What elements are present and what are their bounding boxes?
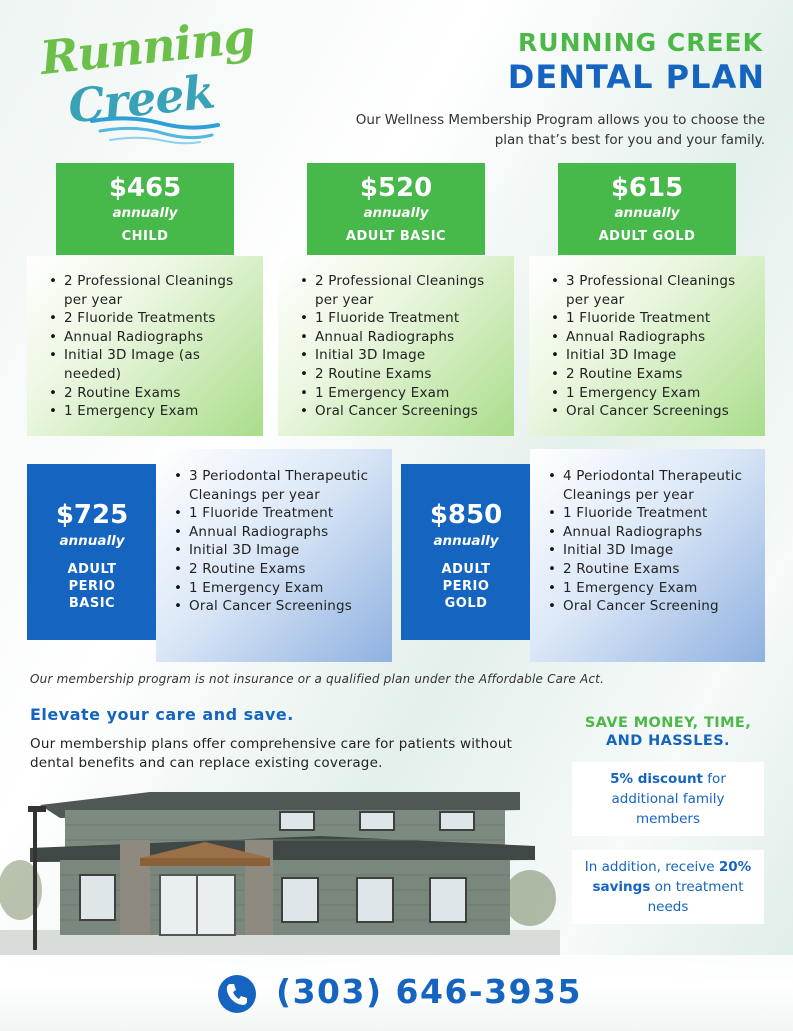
plan-name xyxy=(401,561,531,612)
plan-tile-adult-gold xyxy=(558,163,736,255)
feature-item: • 2 Routine Exams xyxy=(548,560,757,579)
plan-period: annually xyxy=(59,533,125,549)
save-heading xyxy=(568,714,768,750)
feature-item: • 1 Emergency Exam xyxy=(174,579,384,598)
feature-item: • Initial 3D Image xyxy=(551,346,755,365)
plan-period: annually xyxy=(363,205,429,221)
feature-item: • Initial 3D Image (as needed) xyxy=(49,346,253,383)
feature-item: • Oral Cancer Screenings xyxy=(300,402,504,421)
feature-item: • 3 Professional Cleanings per year xyxy=(551,272,755,309)
plan-period: annually xyxy=(614,205,680,221)
clinic-building-image xyxy=(0,780,560,955)
logo-word-creek: Creek xyxy=(65,64,217,134)
feature-item: • 2 Routine Exams xyxy=(49,384,253,403)
feature-item: • 1 Emergency Exam xyxy=(551,384,755,403)
plan-name-line: GOLD xyxy=(444,596,488,611)
feature-item: • Oral Cancer Screening xyxy=(548,597,757,616)
phone-icon xyxy=(218,975,256,1013)
feature-item: • 2 Routine Exams xyxy=(300,365,504,384)
plan-name: ADULT BASIC xyxy=(345,229,447,244)
plan-name-line: BASIC xyxy=(68,596,116,611)
plan-features-adult-gold xyxy=(529,256,765,436)
savings-pre: In addition, receive xyxy=(584,859,719,875)
plan-name: ADULT GOLD xyxy=(598,229,696,244)
feature-item: • 1 Fluoride Treatment xyxy=(551,309,755,328)
feature-item: • 2 Professional Cleanings per year xyxy=(300,272,504,309)
plan-name xyxy=(27,561,157,612)
feature-item: • 2 Professional Cleanings per year xyxy=(49,272,253,309)
plan-name-line: ADULT xyxy=(441,562,491,577)
savings-post: on treatment needs xyxy=(647,879,744,915)
feature-item: • Annual Radiographs xyxy=(300,328,504,347)
feature-item: • 1 Emergency Exam xyxy=(548,579,757,598)
savings-highlight: 20% savings xyxy=(592,859,752,895)
save-heading-line-1: SAVE MONEY, TIME, xyxy=(584,715,752,731)
plan-name-line: PERIO xyxy=(68,579,116,594)
plan-period: annually xyxy=(433,533,499,549)
logo-word-running: Running xyxy=(37,8,257,86)
plan-features-adult-perio-gold xyxy=(530,449,765,662)
insurance-disclaimer: Our membership program is not insurance or a qualified plan under the Affordable Care Act. xyxy=(30,672,605,686)
treatment-savings-box xyxy=(572,850,764,924)
feature-item: • 1 Fluoride Treatment xyxy=(300,309,504,328)
feature-item: • 2 Routine Exams xyxy=(551,365,755,384)
plan-price: $850 xyxy=(429,500,503,530)
feature-item: • 2 Fluoride Treatments xyxy=(49,309,253,328)
feature-item: • 1 Emergency Exam xyxy=(300,384,504,403)
plan-price: $725 xyxy=(55,500,129,530)
title-line-1: RUNNING CREEK xyxy=(518,28,763,57)
plan-name: CHILD xyxy=(121,229,169,244)
feature-item: • 1 Fluoride Treatment xyxy=(174,504,384,523)
feature-item: • Initial 3D Image xyxy=(300,346,504,365)
feature-item: • Initial 3D Image xyxy=(548,541,757,560)
plan-name-line: ADULT xyxy=(67,562,117,577)
discount-text: for additional family members xyxy=(611,771,726,827)
plan-price: $615 xyxy=(610,173,684,203)
feature-item: • 1 Fluoride Treatment xyxy=(548,504,757,523)
plan-price: $520 xyxy=(359,173,433,203)
logo xyxy=(30,8,257,145)
feature-item: • Annual Radiographs xyxy=(49,328,253,347)
feature-item: • Oral Cancer Screenings xyxy=(551,402,755,421)
feature-item: • Annual Radiographs xyxy=(551,328,755,347)
elevate-heading: Elevate your care and save. xyxy=(30,705,294,724)
feature-item: • Annual Radiographs xyxy=(548,523,757,542)
feature-item: • Oral Cancer Screenings xyxy=(174,597,384,616)
intro-text: Our Wellness Membership Program allows you to choose the plan that’s best for you and your family. xyxy=(355,112,765,148)
discount-highlight: 5% discount xyxy=(610,771,704,787)
offer-text: Our membership plans offer comprehensive care for patients without dental benefits and can replace existing coverage. xyxy=(30,736,513,771)
feature-item: • 1 Emergency Exam xyxy=(49,402,253,421)
save-heading-line-2: AND HASSLES. xyxy=(606,733,730,749)
plan-price: $465 xyxy=(108,173,182,203)
plan-features-adult-basic xyxy=(278,256,514,436)
plan-features-child xyxy=(27,256,263,436)
family-discount-box xyxy=(572,762,764,836)
feature-item: • Annual Radiographs xyxy=(174,523,384,542)
plan-tile-child xyxy=(56,163,234,255)
plan-tile-adult-perio-gold xyxy=(401,464,531,640)
plan-features-adult-perio-basic xyxy=(156,449,392,662)
plan-tile-adult-perio-basic xyxy=(27,464,157,640)
feature-item: • 2 Routine Exams xyxy=(174,560,384,579)
plan-period: annually xyxy=(112,205,178,221)
title-line-2: DENTAL PLAN xyxy=(507,58,765,96)
feature-item: • 3 Periodontal Therapeutic Cleanings per year xyxy=(174,467,384,504)
creek-wave-icon xyxy=(90,115,220,145)
phone-number[interactable]: (303) 646-3935 xyxy=(276,972,582,1011)
feature-item: • Initial 3D Image xyxy=(174,541,384,560)
plan-tile-adult-basic xyxy=(307,163,485,255)
feature-item: • 4 Periodontal Therapeutic Cleanings per year xyxy=(548,467,757,504)
plan-name-line: PERIO xyxy=(442,579,490,594)
